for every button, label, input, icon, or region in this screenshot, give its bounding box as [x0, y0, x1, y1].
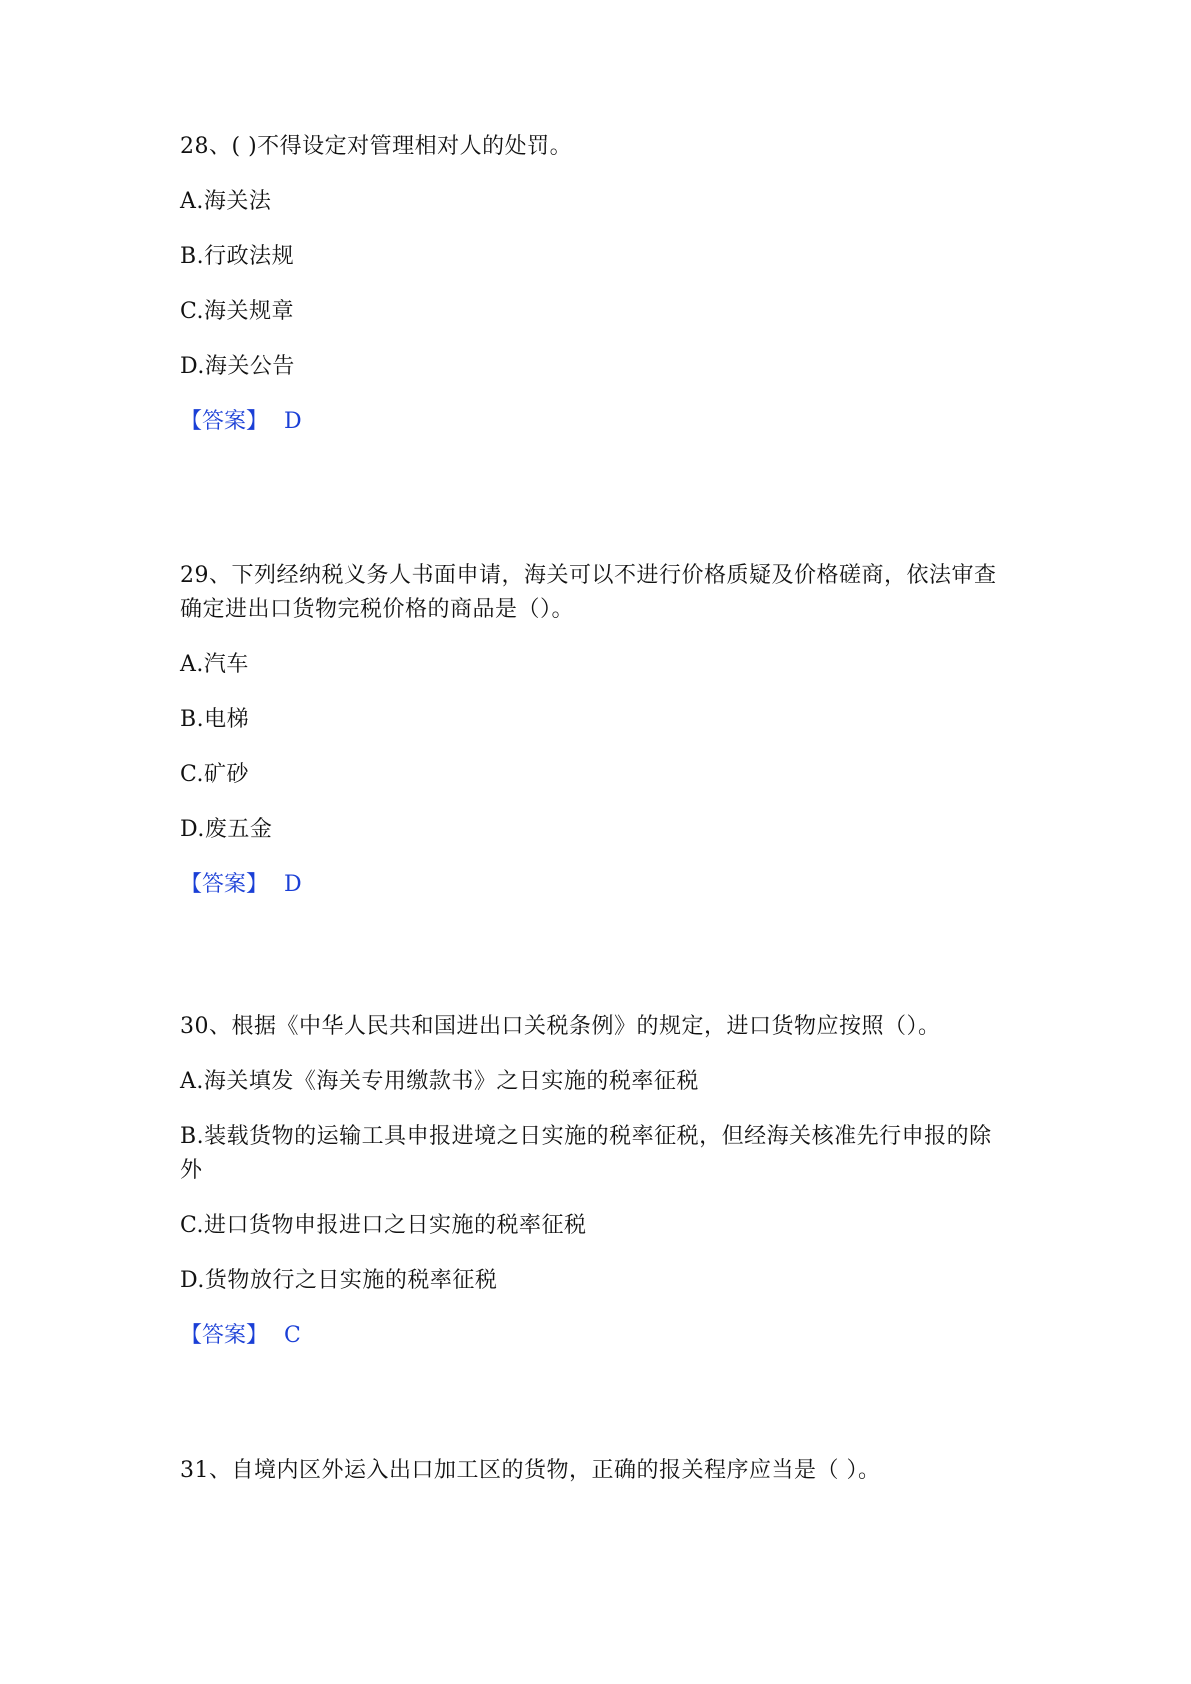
question-31: [180, 1454, 1010, 1488]
option-c: C.海关规章: [180, 299, 295, 324]
question-28: [180, 130, 1010, 439]
option-d: D.海关公告: [180, 354, 295, 379]
answer-label: 【答案】: [180, 872, 269, 897]
answer-value: D: [284, 872, 302, 897]
option-a: A.海关填发《海关专用缴款书》之日实施的税率征税: [180, 1069, 699, 1094]
answer-line: [180, 1319, 1010, 1353]
option-c: C.进口货物申报进口之日实施的税率征税: [180, 1213, 587, 1238]
question-stem: 28、( )不得设定对管理相对人的处罚。: [180, 134, 573, 159]
option-b: B.行政法规: [180, 244, 295, 269]
answer-line: [180, 868, 1010, 902]
option-c: C.矿砂: [180, 762, 250, 787]
question-stem: 30、根据《中华人民共和国进出口关税条例》的规定，进口货物应按照（）。: [180, 1014, 941, 1039]
answer-value: D: [284, 409, 302, 434]
option-d: D.废五金: [180, 817, 273, 842]
question-29: [180, 559, 1010, 902]
question-stem: 31、自境内区外运入出口加工区的货物，正确的报关程序应当是（ ）。: [180, 1458, 881, 1483]
answer-label: 【答案】: [180, 409, 269, 434]
option-a: A.海关法: [180, 189, 272, 214]
answer-line: [180, 405, 1010, 439]
option-a: A.汽车: [180, 652, 249, 677]
option-b: B.装载货物的运输工具申报进境之日实施的税率征税，但经海关核准先行申报的除外: [180, 1124, 992, 1183]
option-d: D.货物放行之日实施的税率征税: [180, 1268, 498, 1293]
question-stem: 29、下列经纳税义务人书面申请，海关可以不进行价格质疑及价格磋商，依法审查确定进出口货物完税价格的商品是（）。: [180, 563, 997, 622]
answer-label: 【答案】: [180, 1323, 269, 1348]
option-b: B.电梯: [180, 707, 250, 732]
answer-value: C: [284, 1323, 301, 1348]
question-30: [180, 1010, 1010, 1353]
